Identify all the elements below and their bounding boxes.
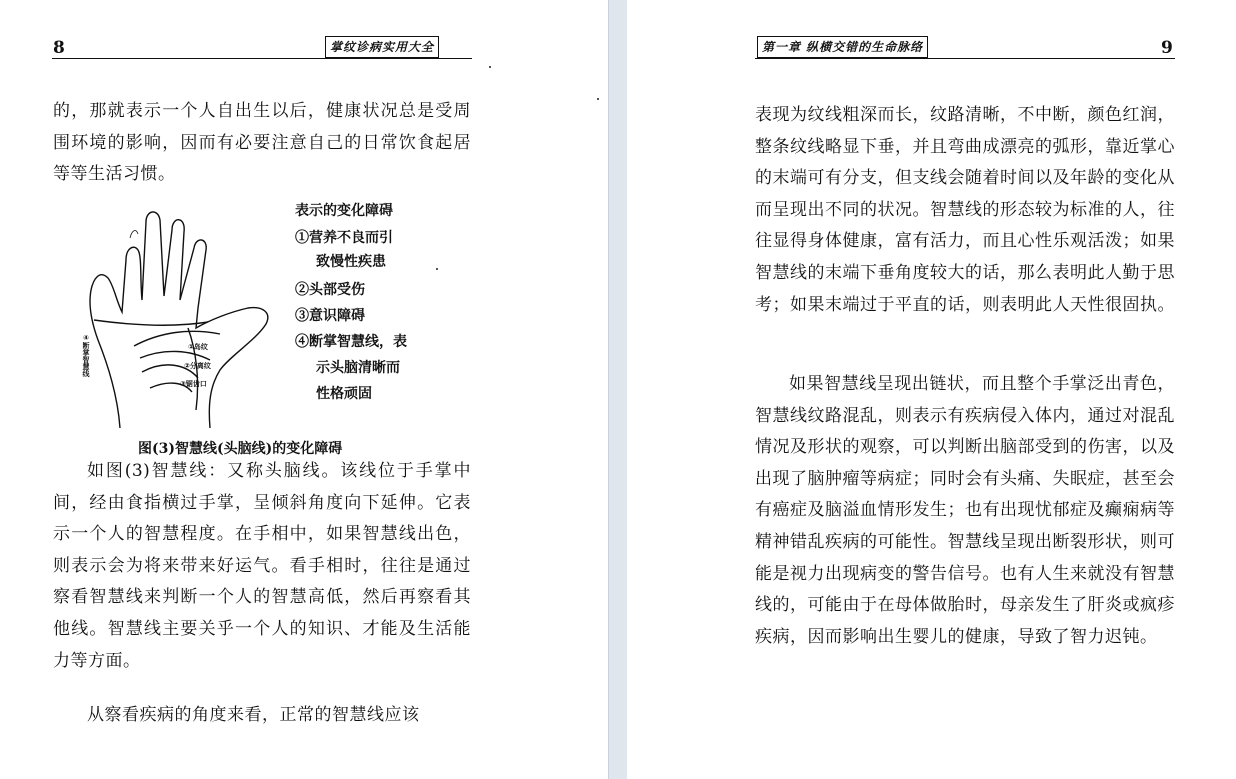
island-label: ①岛纹 bbox=[188, 343, 208, 351]
running-header: 第一章 纵横交错的生命脉络 bbox=[757, 36, 928, 58]
body-paragraph bbox=[53, 456, 471, 677]
figure-item: ①营养不良而引 bbox=[295, 230, 393, 246]
paragraph-text: 如图(3)智慧线：又称头脑线。该线位于手掌中间，经由食指横过手掌，呈倾斜角度向下延伸。它表示一个人的智慧程度。在手相中，如果智慧线出色，则表示会为将来带来好运气。看手相时，往往是通过察看智慧线来判断一个人的智慧高低，然后再察看其他线。智慧线主要关乎一个人的知识、才能及生活能力等方面。 bbox=[53, 461, 471, 671]
speck bbox=[597, 98, 599, 100]
paragraph-text: 表现为纹线粗深而长，纹路清晰，不中断，颜色红润，整条纹线略显下垂，并且弯曲成漂亮的弧形，靠近掌心的末端可有分支，但支线会随着时间以及年龄的变化从而呈现出不同的状况。智慧线的形态较为标准的人，往往显得身体健康，富有活力，而且心性乐观活泼；如果智慧线的末端下垂角度较大的话，那么表明此人勤于思考；如果末端过于平直的话，则表明此人天性很固执。 bbox=[755, 105, 1175, 315]
header-rule bbox=[52, 58, 472, 59]
body-paragraph bbox=[53, 700, 471, 732]
speck bbox=[436, 268, 438, 270]
figure-title: 表示的变化障碍 bbox=[295, 203, 393, 219]
header-rule bbox=[755, 58, 1175, 59]
body-paragraph bbox=[755, 100, 1175, 321]
speck bbox=[489, 66, 491, 68]
paragraph-text: 从察看疾病的角度来看，正常的智慧线应该 bbox=[87, 705, 420, 725]
paragraph-text: 的，那就表示一个人自出生以后，健康状况总是受周围环境的影响，因而有必要注意自己的日常饮食起居等等生活习惯。 bbox=[53, 101, 471, 185]
palm-illustration bbox=[80, 200, 285, 435]
running-header: 掌纹诊病实用大全 bbox=[325, 36, 439, 58]
split-label: ②分离纹 bbox=[184, 362, 211, 370]
figure-item: 示头脑清晰而 bbox=[316, 360, 400, 376]
body-paragraph bbox=[53, 96, 471, 191]
figure-item: ④断掌智慧线，表 bbox=[295, 334, 407, 350]
side-label: ④断掌智慧线 bbox=[82, 334, 90, 377]
figure-item: 致慢性疾患 bbox=[316, 254, 386, 270]
figure-caption: 图(3)智慧线(头脑线)的变化障碍 bbox=[138, 441, 343, 457]
paragraph-text: 如果智慧线呈现出链状，而且整个手掌泛出青色，智慧线纹路混乱，则表示有疾病侵入体内，通过对混乱情况及形状的观察，可以判断出脑部受到的伤害，以及出现了脑肿瘤等病症；同时会有头痛、失眠症，甚至会有癌症及脑溢血情形发生；也有出现忧郁症及癫痫病等精神错乱疾病的可能性。智慧线呈现出断裂形状，则可能是视力出现病变的警告信号。也有人生来就没有智慧线的，可能由于在母体做胎时，母亲发生了肝炎或疯疹疾病，因而影响出生婴儿的健康，导致了智力迟钝。 bbox=[755, 374, 1175, 647]
wisdom-line bbox=[94, 320, 208, 325]
page-number: 8 bbox=[53, 38, 65, 58]
hand-outline bbox=[90, 212, 268, 428]
left-page bbox=[0, 0, 608, 779]
page-gutter bbox=[608, 0, 628, 779]
figure-item: ②头部受伤 bbox=[295, 282, 365, 298]
right-page bbox=[627, 0, 1236, 779]
page-number: 9 bbox=[1161, 38, 1173, 58]
figure-item: ③意识障碍 bbox=[295, 308, 365, 324]
figure-item: 性格顽固 bbox=[316, 386, 372, 402]
saw-label: ③锯齿口 bbox=[180, 380, 207, 388]
body-paragraph bbox=[755, 369, 1175, 653]
